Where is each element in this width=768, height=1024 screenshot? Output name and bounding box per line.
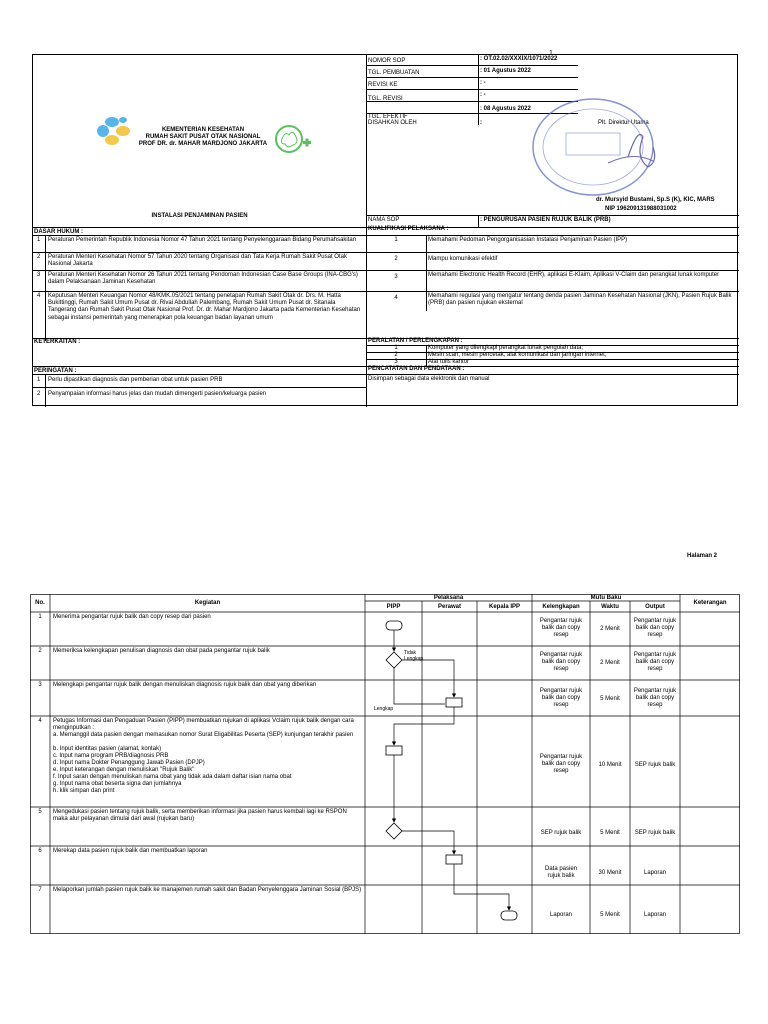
approver-name: dr. Mursyid Bustami, Sp.S (K), KIC, MARS bbox=[596, 197, 715, 203]
kualifikasi-no-4: 4 bbox=[394, 295, 398, 301]
pencatatan-title: PENCATATAN DAN PENDATAAN : bbox=[368, 366, 465, 372]
row6-output: Laporan bbox=[643, 870, 667, 876]
hospital-line1: RUMAH SAKIT PUSAT OTAK NASIONAL bbox=[145, 134, 261, 140]
approver-nip: NIP 196209131988031002 bbox=[605, 206, 677, 212]
row3-kelengkapan: Pengantar rujuk balik dan copy resep bbox=[539, 688, 583, 709]
peralatan-text-1: Komputer yang dilengkapi perangkat lunak pengolah data; bbox=[428, 345, 584, 351]
row1-kegiatan: Menerima pengantar rujuk balik dan copy resep dari pasien bbox=[53, 614, 211, 620]
meta-label-revisi: REVISI KE bbox=[368, 82, 398, 88]
header-output: Output bbox=[645, 604, 665, 610]
row5-kegiatan: Mengedukasi pasien tentang rujuk balik, serta memberikan informasi jika pasien harus kembali lagi ke RSPON maka alur pelayanan dimulai dari awal (rujukan baru) bbox=[53, 809, 347, 823]
meta-label-efektif: TGL. EFEKTIF bbox=[368, 114, 408, 120]
row4-kegiatan-line-8: h. klik simpan dan print bbox=[53, 788, 115, 794]
peringatan-text-1: Perlu dipastikan diagnosis dan pemberian obat untuk pasien PRB bbox=[48, 377, 223, 383]
dasar-hukum-title: DASAR HUKUM : bbox=[34, 229, 83, 235]
row2-output: Pengantar rujuk balik dan copy resep bbox=[633, 652, 677, 673]
meta-label-pembuatan: TGL. PEMBUATAN bbox=[368, 70, 420, 76]
peringatan-no-2: 2 bbox=[37, 391, 41, 397]
decision-yes-label: Lengkap bbox=[374, 706, 394, 712]
dasar-hukum-no-1: 1 bbox=[37, 237, 41, 243]
page-number: 1 bbox=[549, 50, 553, 57]
row6-kelengkapan: Data pasien rujuk balik bbox=[544, 866, 578, 880]
dasar-hukum-text-4: Keputusan Menteri Keuangan Nomor 48/KMK.05/2021 tentang penetapan Rumah Sakit Otak dr. Drs. M. Hatta Bukittinggi, Rumah Sakit Umum Pusat dr. Rivai Abdullah Palembang, Rumah Sakit Umum Pusat dr. Sitanala Tangerang dan Rumah Sakit Pusat Otak Nasional Prof. Dr. dr. Mahar Mardjono Jakarta pada Kementerian Kesehatan sebagai instansi pemerintah yang menerapkan pola keuangan badan layanan umum bbox=[48, 293, 361, 321]
row7-no: 7 bbox=[38, 887, 42, 893]
row4-kegiatan-line-4: d. Input nama Dokter Penanggung Jawab Pasien (DPJP) bbox=[53, 760, 205, 766]
dasar-hukum-text-1: Peraturan Pemerintah Republik Indonesia Nomor 47 Tahun 2021 tentang Penyelenggaraan Bidang Perumahsakitan bbox=[48, 237, 357, 243]
flow-start-terminator bbox=[386, 621, 402, 630]
peringatan-text-2: Penyampaian informasi harus jelas dan mudah dimengerti pasien/keluarga pasien bbox=[48, 391, 267, 397]
official-stamp bbox=[518, 95, 668, 200]
row5-waktu: 5 Menit bbox=[600, 830, 620, 836]
row4-kegiatan-line-3: c. Input nama program PRB/diagnosis PRB bbox=[53, 753, 169, 759]
row2-kelengkapan: Pengantar rujuk balik dan copy resep bbox=[539, 652, 583, 673]
decision-no-label-2: Lengkap bbox=[404, 656, 424, 662]
row4-kegiatan-line-0: Petugas Informasi dan Pengaduan Pasien (PIPP) membuatkan rujukan di aplikasi Vclaim rujuk balik dengan cara menginputkan : bbox=[53, 718, 354, 732]
peringatan-title: PERINGATAN : bbox=[34, 368, 77, 374]
row7-waktu: 5 Menit bbox=[600, 912, 620, 918]
header-pipp: PIPP bbox=[386, 604, 401, 610]
row3-waktu: 5 Menit bbox=[600, 696, 620, 702]
row1-waktu: 2 Menit bbox=[600, 626, 620, 632]
row3-kegiatan: Melengkapi pengantar rujuk balik dengan menuliskan diagnosis rujuk balik dan obat yang diberikan bbox=[53, 682, 317, 688]
row4-kegiatan-line-7: g. Input nama obat beserta signa dan jumlahnya bbox=[53, 781, 182, 787]
row6-kegiatan: Merekap data pasien rujuk balik dan membuatkan laporan bbox=[53, 848, 208, 854]
meta-label-disahkan: DISAHKAN OLEH bbox=[368, 120, 417, 126]
approver-title: Plt. Direktur Utama bbox=[598, 120, 649, 126]
dasar-hukum-no-3: 3 bbox=[37, 272, 41, 278]
row4-waktu: 10 Menit bbox=[598, 762, 622, 768]
row4-output: SEP rujuk balik bbox=[634, 762, 676, 768]
peralatan-no-1: 1 bbox=[394, 345, 398, 351]
flow-decision-diamond bbox=[386, 652, 402, 668]
meta-value-nomor: : OT.02.02/XXXIX/1071/2022 bbox=[480, 56, 558, 62]
row6-no: 6 bbox=[38, 848, 42, 854]
kualifikasi-text-1: Memahami Pedoman Pengorganisasian Instalasi Penjaminan Pasien (IPP) bbox=[428, 237, 628, 243]
header-pelaksana: Pelaksana bbox=[433, 595, 464, 601]
sop-page-1 bbox=[32, 50, 738, 406]
row1-kelengkapan: Pengantar rujuk balik dan copy resep bbox=[539, 618, 583, 639]
header-perawat: Perawat bbox=[437, 604, 461, 610]
nama-sop-value: : PENGURUSAN PASIEN RUJUK BALIK (PRB) bbox=[480, 217, 611, 223]
peringatan-no-1: 1 bbox=[37, 377, 41, 383]
meta-value-pembuatan: : 01 Agustus 2022 bbox=[480, 68, 531, 74]
row4-kegiatan-line-1: a. Memanggil data pasien dengan memasukan nomor Surat Eligabilitas Peserta (SEP) kunjungan terakhir pasien bbox=[53, 732, 354, 738]
keterkaitan-title: KETERKAITAN : bbox=[34, 339, 81, 345]
header-kegiatan: Kegiatan bbox=[194, 600, 221, 606]
row2-kegiatan: Memeriksa kelengkapan penulisan diagnosis dan obat pada pengantar rujuk balik bbox=[53, 648, 270, 654]
flow-process-box-4 bbox=[386, 746, 402, 755]
hospital-line2: PROF DR. dr. MAHAR MARDJONO JAKARTA bbox=[138, 141, 268, 147]
row4-kegiatan-line-2: b. Input identitas pasien (alamat, kontak) bbox=[53, 746, 162, 752]
peralatan-no-2: 2 bbox=[394, 352, 398, 358]
kualifikasi-no-2: 2 bbox=[394, 256, 398, 262]
row5-output: SEP rujuk balik bbox=[634, 830, 676, 836]
meta-label-tgl-revisi: TGL. REVISI bbox=[368, 96, 403, 102]
flow-process-diamond-5 bbox=[386, 823, 402, 839]
meta-label-nomor: NOMOR SOP bbox=[368, 58, 406, 64]
row4-kegiatan-line-5: e. Input keterangan dengan menuliskan "Rujuk Balik" bbox=[53, 767, 195, 773]
kualifikasi-no-3: 3 bbox=[394, 274, 398, 280]
row4-kegiatan-line-6: f. Input saran dengan menuliskan nama obat yang tidak ada dalam daftar isian nama obat bbox=[53, 774, 292, 780]
nama-sop-label: NAMA SOP bbox=[368, 217, 400, 223]
pencatatan-text: Disimpan sebagai data elektronik dan manual bbox=[368, 376, 490, 382]
kualifikasi-no-1: 1 bbox=[394, 237, 398, 243]
kualifikasi-text-3: Memahami Electronic Health Record (EHR), aplikasi E-Klaim, Aplikasi V-Claim dan perangkat lunak komputer bbox=[428, 272, 720, 278]
kualifikasi-title: KUALIFIKASI PELAKSANA : bbox=[368, 226, 449, 232]
row6-waktu: 30 Menit bbox=[598, 870, 622, 876]
row7-kelengkapan: Laporan bbox=[549, 912, 573, 918]
dasar-hukum-no-4: 4 bbox=[37, 293, 41, 299]
meta-value-revisi: : - bbox=[480, 80, 486, 86]
ministry-name: KEMENTERIAN KESEHATAN bbox=[161, 127, 245, 133]
kualifikasi-text-2: Mampu komunikasi efektif bbox=[428, 256, 498, 262]
header-keterangan: Keterangan bbox=[693, 600, 727, 606]
flow-process-box-3 bbox=[446, 698, 462, 707]
row4-kelengkapan: Pengantar rujuk balik dan copy resep bbox=[539, 754, 583, 775]
peralatan-text-2: Mesin scan, mesin pencetak, alat komunikasi dan jaringan internet; bbox=[428, 352, 607, 358]
page-2-label: Halaman 2 bbox=[687, 553, 718, 559]
header-kelengkapan: Kelengkapan bbox=[542, 604, 580, 610]
row5-kelengkapan: SEP rujuk balik bbox=[540, 830, 582, 836]
meta-value-tgl-revisi: : - bbox=[480, 92, 486, 98]
unit-name: INSTALASI PENJAMINAN PASIEN bbox=[151, 213, 248, 219]
row5-no: 5 bbox=[38, 809, 42, 815]
kualifikasi-text-4: Memahami regulasi yang mengatur tentang denda pasien Jaminan Kesehatan Nasional (JKN), Pasien Rujuk Balik (PRB) dan pasien rujukan eksternal bbox=[428, 293, 732, 307]
row4-no: 4 bbox=[38, 718, 42, 724]
dasar-hukum-text-2: Peraturan Menteri Kesehatan Nomor 57 Tahun 2020 tentang Organisasi dan Tata Kerja Rumah Sakit Pusat Otak Nasional Jakarta bbox=[48, 254, 347, 268]
header-kepala-ipp: Kepala IPP bbox=[488, 604, 520, 610]
row7-output: Laporan bbox=[643, 912, 667, 918]
hospital-logo bbox=[273, 123, 313, 157]
row1-output: Pengantar rujuk balik dan copy resep bbox=[633, 618, 677, 639]
peralatan-title: PERALATAN / PERLENGKAPAN : bbox=[368, 338, 463, 344]
header-mutu-baku: Mutu Baku bbox=[590, 595, 622, 601]
flow-process-box-6 bbox=[446, 855, 462, 864]
peralatan-no-3: 3 bbox=[394, 359, 398, 365]
row3-no: 3 bbox=[38, 682, 42, 688]
row2-waktu: 2 Menit bbox=[600, 660, 620, 666]
row1-no: 1 bbox=[38, 614, 42, 620]
header-no: No. bbox=[35, 600, 45, 606]
sop-flowchart-table bbox=[30, 594, 740, 934]
header-waktu: Waktu bbox=[601, 604, 619, 610]
meta-value-efektif: : 08 Agustus 2022 bbox=[480, 106, 531, 112]
dasar-hukum-text-3: Peraturan Menteri Kesehatan Nomor 26 Tahun 2021 tentang Pendoman Indonesian Case Base Groups (INA-CBG's) dalam Pelaksanaan Jaminan Kesehatan bbox=[48, 272, 358, 286]
row2-no: 2 bbox=[38, 648, 42, 654]
meta-value-disahkan: : bbox=[480, 120, 482, 126]
decision-no-label: Tidak bbox=[404, 650, 417, 656]
dasar-hukum-no-2: 2 bbox=[37, 254, 41, 260]
peralatan-text-3: Alat tulis kantor bbox=[428, 359, 470, 365]
row3-output: Pengantar rujuk balik dan copy resep bbox=[633, 688, 677, 709]
flow-end-terminator bbox=[501, 911, 517, 920]
row7-kegiatan: Melaporkan jumlah pasien rujuk balik ke manajemen rumah sakit dan Badan Penyelenggara Jaminan Sosial (BPJS) bbox=[53, 887, 362, 893]
